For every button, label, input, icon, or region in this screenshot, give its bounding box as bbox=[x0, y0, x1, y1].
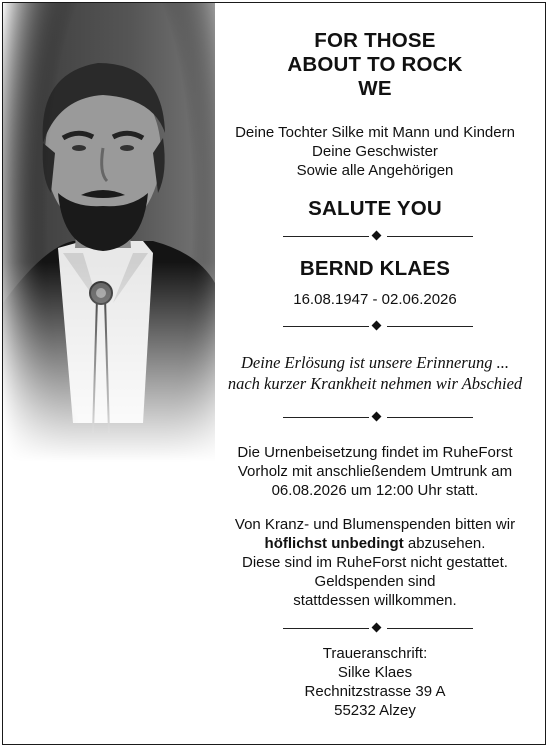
deceased-name-text: BERND KLAES bbox=[299, 257, 451, 280]
donation-info bbox=[215, 515, 535, 610]
quote-line-1: Deine Erlösung ist unsere Erinnerung ... bbox=[241, 353, 509, 372]
quote-line-2: nach kurzer Krankheit nehmen wir Abschied bbox=[227, 374, 523, 393]
divider-3 bbox=[283, 411, 473, 423]
donation-emphasis: höflichst unbedingt bbox=[264, 535, 404, 552]
divider-2 bbox=[283, 320, 473, 332]
divider-1 bbox=[283, 230, 473, 242]
diamond-ornament-icon bbox=[372, 321, 382, 331]
burial-line-3: 06.08.2026 um 12:00 Uhr statt. bbox=[271, 482, 479, 499]
deceased-name bbox=[215, 257, 535, 281]
life-dates bbox=[215, 290, 535, 309]
address-city: 55232 Alzey bbox=[334, 702, 416, 719]
farewell-quote bbox=[215, 352, 535, 394]
mourner-line-2: Deine Geschwister bbox=[312, 143, 438, 160]
donation-line-3: Diese sind im RuheForst nicht gestattet. bbox=[242, 554, 508, 571]
salute-heading bbox=[215, 197, 535, 221]
portrait-photo bbox=[3, 3, 215, 743]
donation-line-4: Geldspenden sind bbox=[314, 573, 436, 590]
burial-line-1: Die Urnenbeisetzung findet im RuheForst bbox=[237, 444, 513, 461]
life-dates-text: 16.08.1947 - 02.06.2026 bbox=[293, 291, 457, 308]
donation-line-2 bbox=[215, 534, 535, 553]
headline-line-3: WE bbox=[358, 77, 392, 100]
diamond-ornament-icon bbox=[372, 412, 382, 422]
burial-info bbox=[215, 443, 535, 500]
salute-text: SALUTE YOU bbox=[308, 197, 442, 220]
donation-line-1: Von Kranz- und Blumenspenden bitten wir bbox=[234, 516, 516, 533]
mourners-list bbox=[215, 123, 535, 180]
headline bbox=[215, 29, 535, 101]
donation-line-5: stattdessen willkommen. bbox=[293, 592, 457, 609]
mourning-address bbox=[215, 644, 535, 720]
diamond-ornament-icon bbox=[372, 623, 382, 633]
address-name: Silke Klaes bbox=[337, 664, 413, 681]
address-street: Rechnitzstrasse 39 A bbox=[304, 683, 446, 700]
diamond-ornament-icon bbox=[372, 231, 382, 241]
headline-line-1: FOR THOSE bbox=[314, 29, 436, 52]
mourner-line-3: Sowie alle Angehörigen bbox=[296, 162, 454, 179]
address-label: Traueranschrift: bbox=[322, 645, 428, 662]
mourner-line-1: Deine Tochter Silke mit Mann und Kindern bbox=[235, 124, 515, 141]
burial-line-2: Vorholz mit anschließendem Umtrunk am bbox=[237, 463, 513, 480]
donation-line-2-rest: abzusehen. bbox=[403, 535, 486, 552]
headline-line-2: ABOUT TO ROCK bbox=[287, 53, 463, 76]
divider-4 bbox=[283, 622, 473, 634]
